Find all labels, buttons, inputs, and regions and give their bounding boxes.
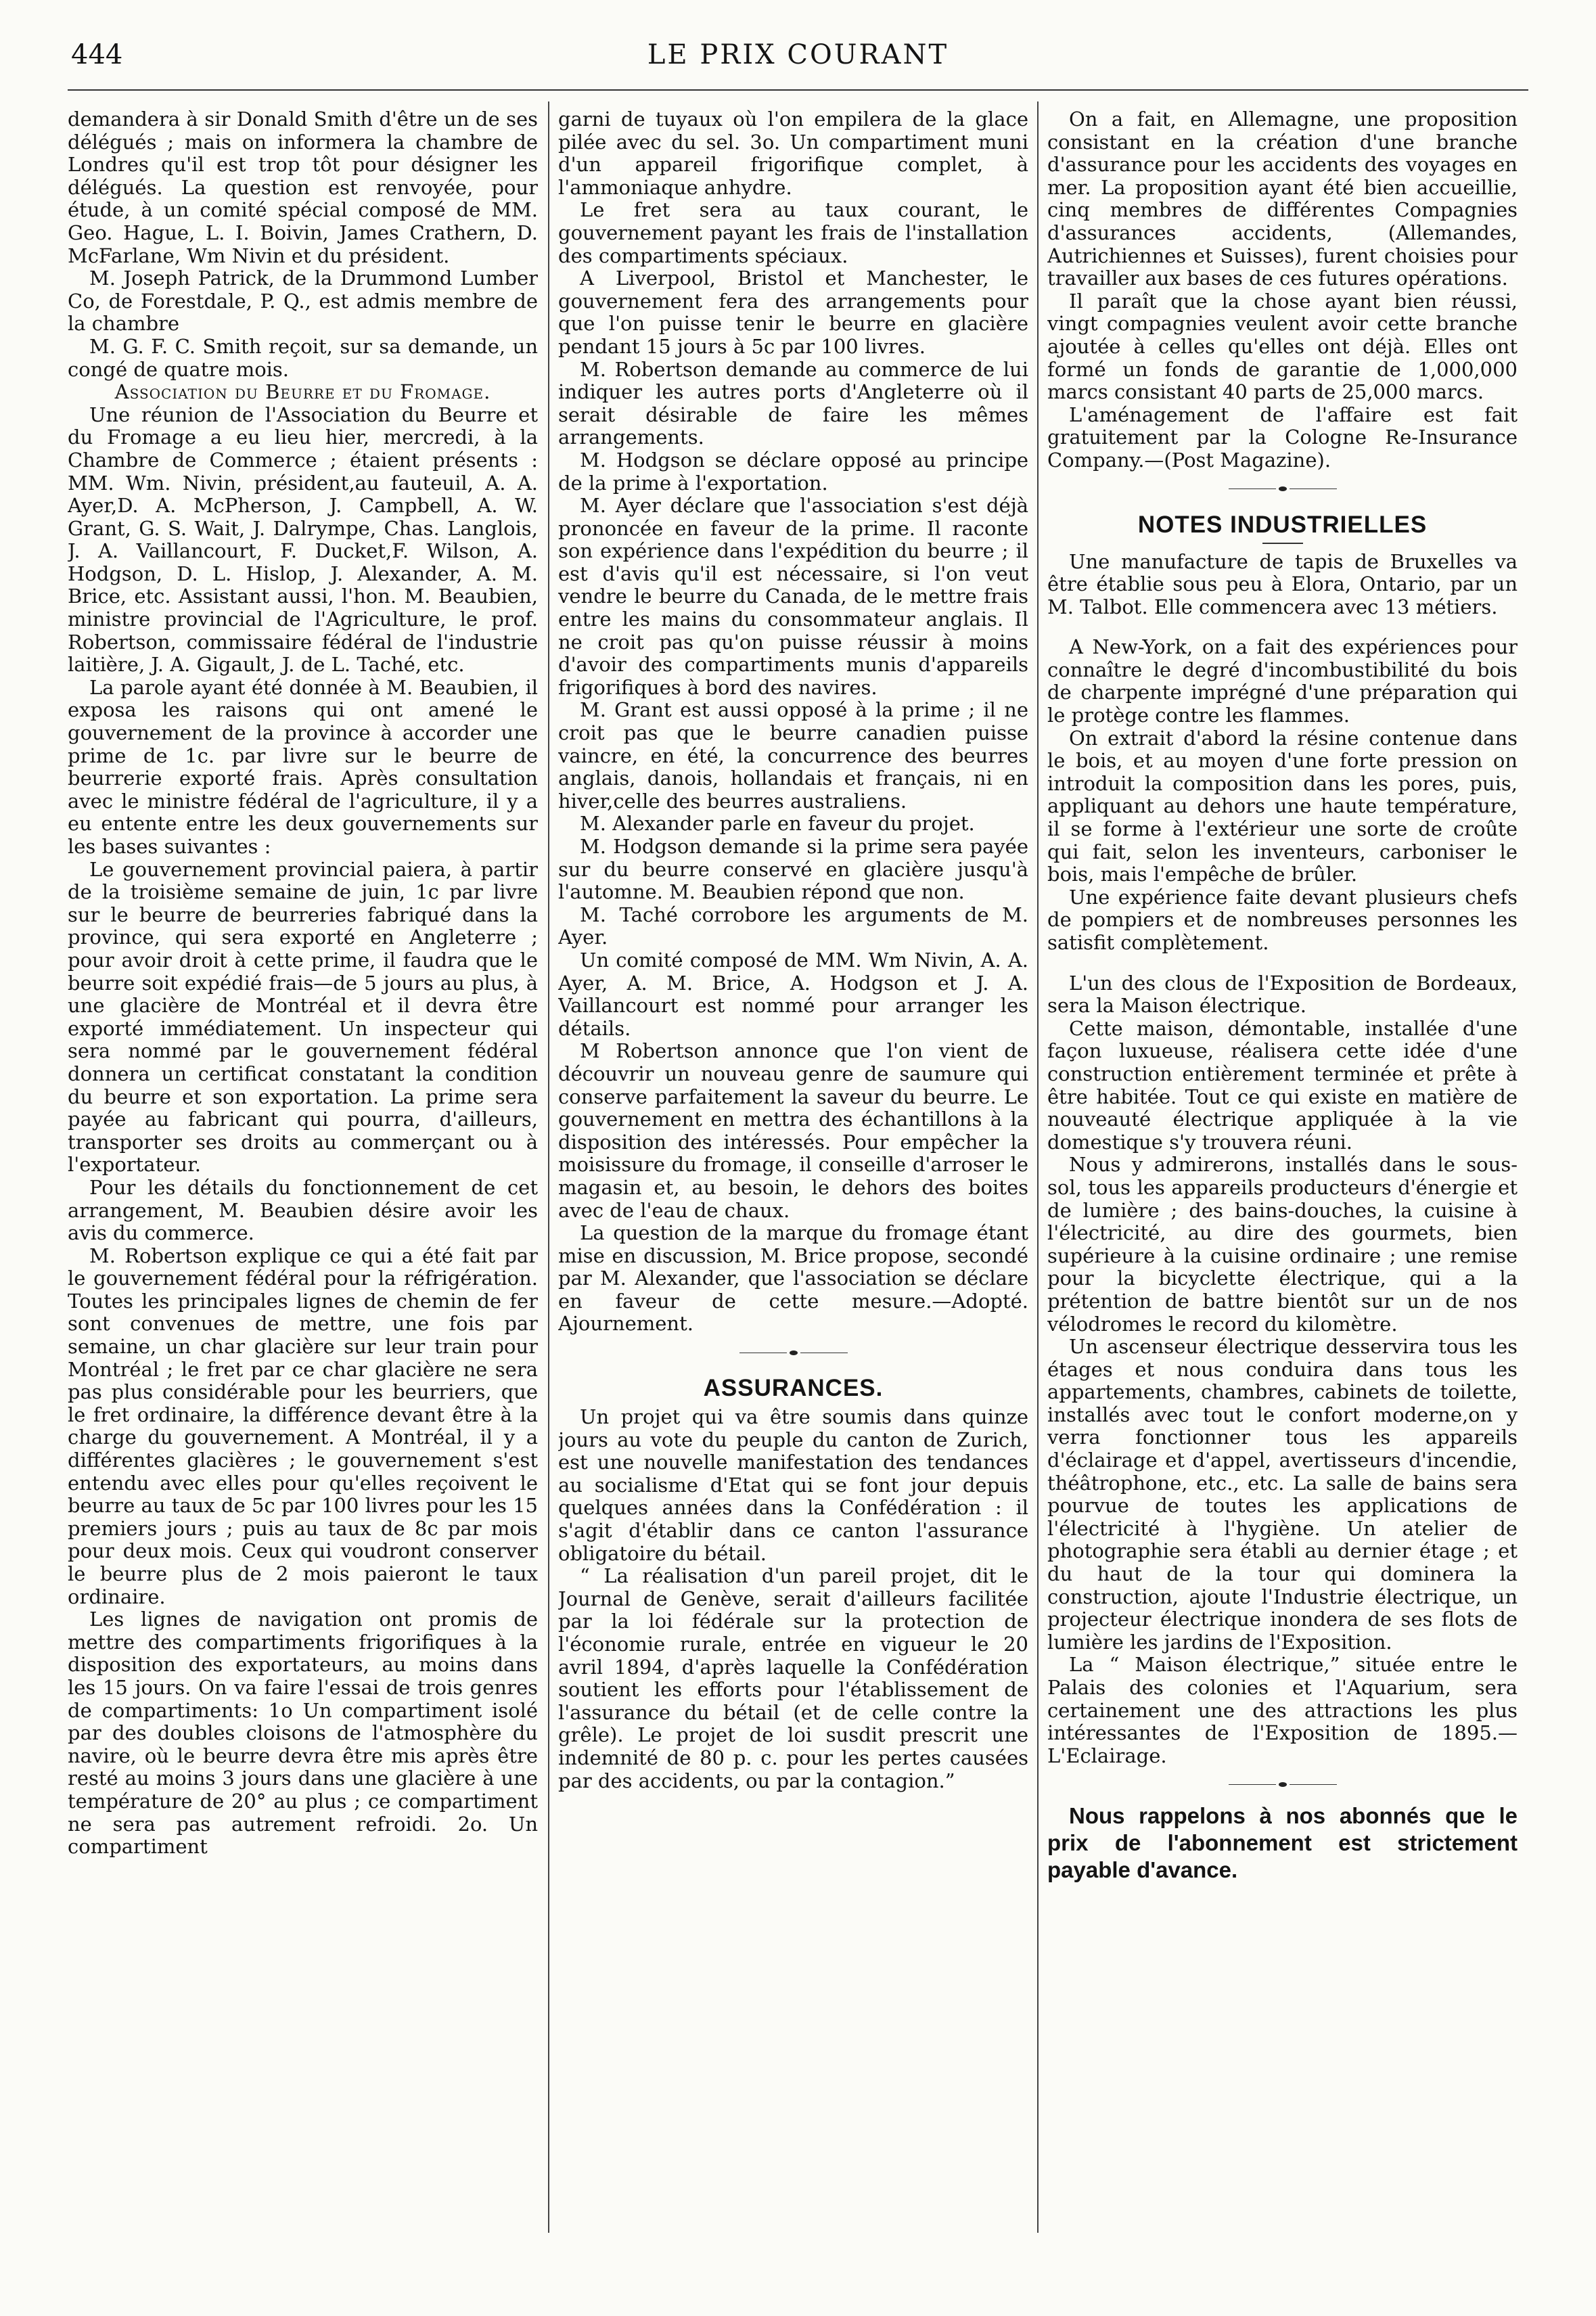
column-3 [1047, 108, 1518, 1884]
paragraph: M. Joseph Patrick, de la Drummond Lumber Co, de Forestdale, P. Q., est admis membre de la chambre [68, 267, 538, 336]
paragraph: garni de tuyaux où l'on empilera de la glace pilée avec du sel. 3o. Un compartiment muni d'un appareil frigorifique complet, à l'ammoniaque anhydre. [558, 108, 1028, 199]
paragraph: Un comité composé de MM. Wm Nivin, A. A. Ayer, A. M. Brice, A. Hodgson et J. A. Vaillancourt est nommé pour arranger les détails. [558, 948, 1028, 1040]
paragraph: Un projet qui va être soumis dans quinze jours au vote du peuple du canton de Zurich, est une nouvelle manifestation des tendances au socialisme d'Etat qui se font jour depuis quelques années dans la Confédération : il s'agit d'établir dans ce canton l'assurance obligatoire du bétail. [558, 1405, 1028, 1565]
page-number: 444 [71, 39, 123, 70]
paragraph: Une manufacture de tapis de Bruxelles va être établie sous peu à Elora, Ontario, par un M. Talbot. Elle commencera avec 13 métiers. [1047, 549, 1518, 618]
paragraph: demandera à sir Donald Smith d'être un de ses délégués ; mais on informera la chambre de Londres qu'il est trop tôt pour désigner les délégués. La question est renvoyée, pour étude, à un comité spécial composé de MM. Geo. Hague, L. I. Boivin, James Crathern, D. McFarlane, Wm Nivin et du président. [68, 108, 538, 267]
column-2 [558, 108, 1028, 1792]
paragraph: M. Taché corrobore les arguments de M. Ayer. [558, 903, 1028, 949]
paragraph: M. G. F. C. Smith reçoit, sur sa demande, un congé de quatre mois. [68, 334, 538, 381]
paragraph: Le gouvernement provincial paiera, à partir de la troisième semaine de juin, 1c par livre sur le beurre de beurreries fabriqué dans la province, qui sera exporté en Angleterre ; pour avoir droit à cette prime, il faudra que le beurre soit expédié frais—de 5 jours au plus, à une glacière de Montréal et il devra être exporté immédiatement. Un inspecteur qui sera nommé par le gouvernement fédéral donnera un certificat constatant la condition du beurre et son exportation. La prime sera payée au fabricant qui pourra, d'ailleurs, transporter ses droits au commerçant ou à l'exportateur. [68, 857, 538, 1177]
paragraph: L'un des clous de l'Exposition de Bordeaux, sera la Maison électrique. [1047, 971, 1518, 1018]
paragraph: La question de la marque du fromage étant mise en discussion, M. Brice propose, secondé par M. Alexander, que l'association se déclare en faveur de cette mesure.—Adopté. Ajournement. [558, 1221, 1028, 1336]
paragraph: On a fait, en Allemagne, une proposition consistant en la création d'une branche d'assurance pour les accidents des voyages en mer. La proposition ayant été bien accueillie, cinq membres de différentes Compagnies d'assurances accidents, (Allemandes, Autrichiennes et Suisses), furent choisies pour travailler aux bases de ces futures opérations. [1047, 108, 1518, 290]
paragraph: Les lignes de navigation ont promis de mettre des compartiments frigorifiques à la disposition des exportateurs, au moins dans les 15 jours. On va faire l'essai de trois genres de compartiments: 1o Un compartiment isolé par des doubles cloisons de l'atmosphère du navire, où le beurre devra être mis après être resté au moins 3 jours dans une glacière à une température de 20° au plus ; ce compartiment ne sera pas autrement refroidi. 2o. Un compartiment [68, 1608, 538, 1859]
section-separator [1047, 478, 1518, 501]
assurances-title: ASSURANCES. [703, 1375, 884, 1402]
journal-title: LE PRIX COURANT [647, 39, 949, 70]
section-separator [558, 1341, 1028, 1364]
column-1 [68, 108, 538, 1859]
column-divider [1037, 101, 1039, 2233]
paragraph: Cette maison, démontable, installée d'une façon luxueuse, réalisera cette idée d'une construction entièrement terminée et prête à être habitée. Tout ce qui existe en matière de nouveauté électrique appliquée à la vie domestique s'y trouvera réuni. [1047, 1016, 1518, 1154]
paragraph: M. Grant est aussi opposé à la prime ; il ne croit pas que le beurre canadien puisse vaincre, en été, la concurrence des beurres anglais, danois, hollandais et français, ni en hiver,celle des beurres australiens. [558, 698, 1028, 813]
paragraph: Une expérience faite devant plusieurs chefs de pompiers et de nombreuses personnes les satisfit complètement. [1047, 885, 1518, 954]
section-separator [1047, 1773, 1518, 1796]
paragraph: Une réunion de l'Association du Beurre et du Fromage a eu lieu hier, mercredi, à la Chambre de Commerce ; étaient présents : MM. Wm. Nivin, président,au fauteuil, A. A. Ayer,D. A. McPherson, J. Campbell, A. W. Grant, G. S. Wait, J. Dalrympe, Chas. Langlois, J. A. Vaillancourt, F. Ducket,F. Wilson, A. Hodgson, D. L. Hislop, J. Alexander, A. M. Brice, etc. Assistant aussi, l'hon. M. Beaubien, ministre provincial de l'Agriculture, le prof. Robertson, commissaire fédéral de l'industrie laitière, J. A. Gigault, J. de L. Taché, etc. [68, 403, 538, 677]
paragraph: M. Robertson demande au commerce de lui indiquer les autres ports d'Angleterre où il serait désirable de faire les mêmes arrangements. [558, 357, 1028, 449]
paragraph: M. Robertson explique ce qui a été fait par le gouvernement fédéral pour la réfrigération. Toutes les principales lignes de chemin de fer sont convenues de mettre, une fois par semaine, un char glacière sur leur train pour Montréal ; le fret par ce char glacière ne sera pas plus considérable pour les beurriers, que le fret ordinaire, la différence devant être à la charge du gouvernement. A Montréal, il y a différentes glacières ; le gouvernement s'est entendu avec elles pour qu'elles reçoivent le beurre au taux de 5c par 100 livres pour les 15 premiers jours ; puis au taux de 8c par mois pour deux mois. Ceux qui voudront conserver le beurre plus de 2 mois paieront le taux ordinaire. [68, 1244, 538, 1608]
paragraph: Nous y admirerons, installés dans le sous-sol, tous les appareils producteurs d'énergie et de lumière ; des bains-douches, la cuisine à l'électricité, au dire des gourmets, bien supérieure à la cuisine ordinaire ; une remise pour la bicyclette électrique, qui a la prétention de battre bientôt sur un de nos vélodromes le record du kilomètre. [1047, 1153, 1518, 1336]
paragraph: Il paraît que la chose ayant bien réussi, vingt compagnies veulent avoir cette branche ajoutée à celles qu'elles ont déjà. Elles ont formé un fonds de garantie de 1,000,000 marcs consistant 40 parts de 25,000 marcs. [1047, 289, 1518, 404]
paragraph: A New-York, on a fait des expériences pour connaître le degré d'incombustibilité du bois de charpente imprégné d'une préparation qui le protège contre les flammes. [1047, 635, 1518, 727]
paragraph: M Robertson annonce que l'on vient de découvrir un nouveau genre de saumure qui conserve parfaitement la saveur du beurre. Le gouvernement en mettra des échantillons à la disposition des intéressés. Pour empêcher la moisissure du fromage, il conseille d'arroser le magasin et, au besoin, le dehors des boites avec de l'eau de chaux. [558, 1039, 1028, 1222]
paragraph: Le fret sera au taux courant, le gouvernement payant les frais de l'installation des compartiments spéciaux. [558, 198, 1028, 267]
header-rule [68, 89, 1528, 91]
paragraph: La parole ayant été donnée à M. Beaubien, il exposa les raisons qui ont amené le gouvernement de la province à accorder une prime de 1c. par livre sur le beurre de beurrerie exporté frais. Après consultation avec le ministre fédéral de l'agriculture, il y a eu entente entre les deux gouvernements sur les bases suivantes : [68, 675, 538, 858]
paragraph: M. Hodgson se déclare opposé au principe de la prime à l'exportation. [558, 448, 1028, 495]
paragraph: Pour les détails du fonctionnement de cet arrangement, M. Beaubien désire avoir les avis du commerce. [68, 1175, 538, 1245]
paragraph: A Liverpool, Bristol et Manchester, le gouvernement fera des arrangements pour que l'on puisse tenir le beurre en glacière pendant 15 jours à 5c par 100 livres. [558, 267, 1028, 358]
paragraph: M. Alexander parle en faveur du projet. [580, 812, 975, 836]
subscription-notice: Nous rappelons à nos abonnés que le prix de l'abonnement est strictement payable d'avance. [1047, 1803, 1518, 1883]
paragraph: M. Ayer déclare que l'association s'est déjà prononcée en faveur de la prime. Il raconte son expérience dans l'expédition du beurre ; il est d'avis qu'il est nécessaire, si l'on veut vendre le beurre du Canada, de le mettre frais entre les mains du consommateur anglais. Il ne croit pas qu'on puisse réussir à moins d'avoir des compartiments munis d'appareils frigorifiques à bord des navires. [558, 494, 1028, 699]
notes-industrielles-title: NOTES INDUSTRIELLES [1137, 511, 1428, 538]
paragraph: Un ascenseur électrique desservira tous les étages et nous conduira dans tous les appartements, chambres, cabinets de toilette, installés avec tout le confort moderne,on y verra fonctionner tous les appareils d'éclairage et d'appel, avertisseurs d'incendie, théâtrophone, etc., etc. La salle de bains sera pourvue de toutes les applications de l'électricité à l'hygiène. Un atelier de photographie sera établi au dernier étage ; et du haut de la tour qui dominera la construction, ajoute l'Industrie électrique, un projecteur électrique inondera de ses flots de lumière les jardins de l'Exposition. [1047, 1335, 1518, 1654]
paragraph: On extrait d'abord la résine contenue dans le bois, et au moyen d'une forte pression on introduit la composition dans les pores, puis, appliquant au dehors une haute température, il se forme à l'extérieur une sorte de croûte qui fait, selon les inventeurs, carboniser le bois, mais l'empêche de brûler. [1047, 726, 1518, 886]
column-divider [548, 101, 549, 2233]
page-header [71, 39, 1525, 80]
paragraph: M. Hodgson demande si la prime sera payée sur du beurre conservé en glacière jusqu'à l'automne. M. Beaubien répond que non. [558, 835, 1028, 904]
paragraph: La “ Maison électrique,” située entre le Palais des colonies et l'Aquarium, sera certainement une des attractions les plus intéressantes de l'Exposition de 1895.—L'Eclairage. [1047, 1653, 1518, 1767]
paragraph: L'aménagement de l'affaire est fait gratuitement par la Cologne Re-Insurance Company.—(Post Magazine). [1047, 403, 1518, 472]
subsection-heading: Association du Beurre et du Fromage. [114, 380, 491, 404]
title-underline [1262, 543, 1303, 544]
paragraph: “ La réalisation d'un pareil projet, dit le Journal de Genève, serait d'ailleurs facilitée par la loi fédérale sur la protection de l'économie rurale, entrée en vigueur le 20 avril 1894, d'après laquelle la Confédération soutient les efforts pour l'établissement de l'assurance du bétail (et de celle contre la grêle). Le projet de loi susdit prescrit une indemnité de 80 p. c. pour les pertes causées par des accidents, ou par la contagion.” [558, 1564, 1028, 1792]
